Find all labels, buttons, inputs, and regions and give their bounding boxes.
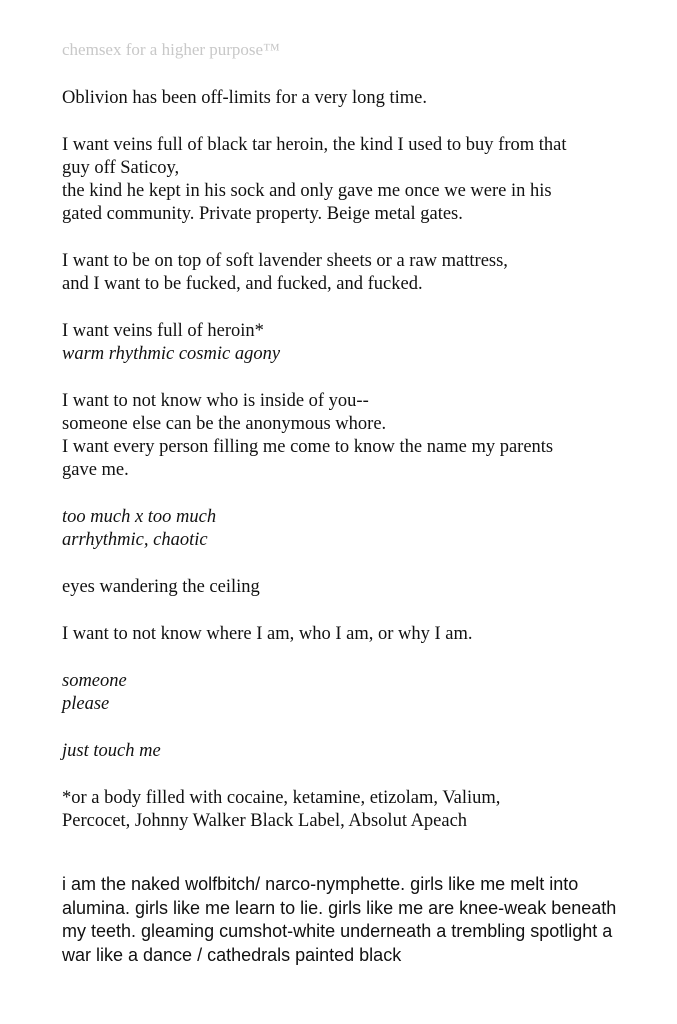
stanza-10: [62, 740, 642, 763]
poem: [62, 38, 642, 857]
stanza-1: [62, 87, 642, 110]
poem-line: I want veins full of black tar heroin, the kind I used to buy from that: [62, 135, 567, 155]
poem-line-italic: warm rhythmic cosmic agony: [62, 344, 281, 364]
poem-line-italic: someone: [62, 671, 127, 691]
poem-line: I want to not know where I am, who I am, or why I am.: [62, 624, 473, 644]
footnote-line: *or a body filled with cocaine, ketamine, etizolam, Valium,: [62, 788, 501, 808]
stanza-7: [62, 576, 642, 599]
poem-line: gated community. Private property. Beige metal gates.: [62, 204, 463, 224]
poem-line: Oblivion has been off-limits for a very long time.: [62, 88, 427, 108]
poem-line: I want to be on top of soft lavender sheets or a raw mattress,: [62, 251, 508, 271]
stanza-2: [62, 134, 642, 226]
poem-line-italic: please: [62, 694, 110, 714]
poem-line: the kind he kept in his sock and only gave me once we were in his: [62, 181, 552, 201]
poem-line: I want to not know who is inside of you--: [62, 391, 369, 411]
poem-line: I want every person filling me come to know the name my parents: [62, 437, 554, 457]
stanza-8: [62, 623, 642, 646]
poem-line-italic: too much x too much: [62, 507, 217, 527]
stanza-6: [62, 506, 642, 552]
stanza-4: [62, 320, 642, 366]
poem-line-italic: just touch me: [62, 741, 161, 761]
poem-line: someone else can be the anonymous whore.: [62, 414, 387, 434]
poem-line: and I want to be fucked, and fucked, and fucked.: [62, 274, 423, 294]
prose-paragraph: i am the naked wolfbitch/ narco-nymphette. girls like me melt into alumina. girls like me learn to lie. girls like me are knee-weak beneath my teeth. gleaming cumshot-white underneath a trembling spotlight a war like a dance / cathedrals painted black: [62, 874, 617, 965]
poem-line: eyes wandering the ceiling: [62, 577, 260, 597]
poem-line: I want veins full of heroin*: [62, 321, 264, 341]
poem-line: guy off Saticoy,: [62, 158, 180, 178]
footnote: [62, 787, 642, 833]
stanza-5: [62, 390, 642, 482]
stanza-3: [62, 250, 642, 296]
poem-line: gave me.: [62, 460, 129, 480]
footnote-line: Percocet, Johnny Walker Black Label, Absolut Apeach: [62, 811, 468, 831]
stanza-9: [62, 670, 642, 716]
poem-line-italic: arrhythmic, chaotic: [62, 530, 208, 550]
poem-title: chemsex for a higher purpose™: [62, 40, 280, 59]
